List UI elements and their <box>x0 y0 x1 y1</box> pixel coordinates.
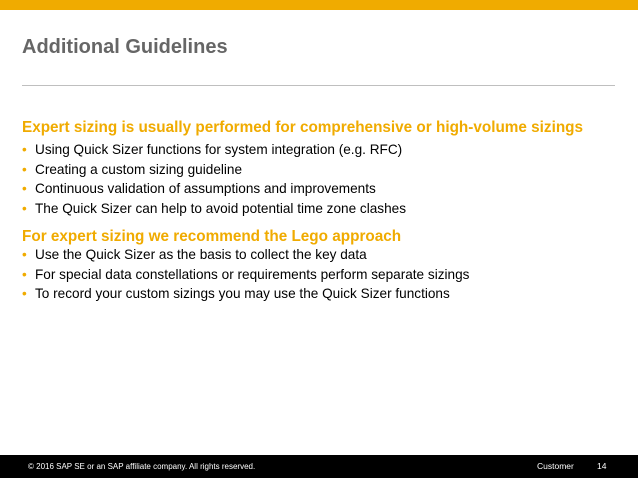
bullet-icon: • <box>22 161 27 177</box>
bullet-icon: • <box>22 142 27 157</box>
title-divider <box>22 85 615 86</box>
list-item-text: Creating a custom sizing guideline <box>35 161 243 177</box>
list-item <box>22 284 469 304</box>
bullet-icon: • <box>22 266 27 282</box>
bullet-icon: • <box>22 286 27 301</box>
list-item <box>22 265 469 285</box>
list-item <box>22 140 406 160</box>
list-item <box>22 245 469 265</box>
footer-bar <box>0 455 638 478</box>
list-item <box>22 199 406 219</box>
list-item <box>22 160 406 180</box>
list-item-text: Using Quick Sizer functions for system integration (e.g. RFC) <box>35 142 403 157</box>
list-item-text: Use the Quick Sizer as the basis to collect the key data <box>35 247 367 262</box>
section-heading-lego-approach: For expert sizing we recommend the Lego approach <box>22 228 402 245</box>
list-item-text: Continuous validation of assumptions and improvements <box>35 181 376 196</box>
top-accent-bar <box>0 0 638 10</box>
list-item-text: To record your custom sizings you may use the Quick Sizer functions <box>35 286 450 301</box>
page-number: 14 <box>597 461 607 471</box>
classification-label: Customer <box>537 461 574 471</box>
bullet-list-lego-approach <box>22 245 469 304</box>
bullet-icon: • <box>22 247 27 262</box>
list-item-text: The Quick Sizer can help to avoid potential time zone clashes <box>35 200 407 216</box>
bullet-icon: • <box>22 181 27 196</box>
list-item-text: For special data constellations or requirements perform separate sizings <box>35 266 470 282</box>
bullet-icon: • <box>22 200 27 216</box>
bullet-list-expert-sizing <box>22 140 406 218</box>
section-heading-expert-sizing: Expert sizing is usually performed for comprehensive or high-volume sizings <box>22 119 584 136</box>
slide-title: Additional Guidelines <box>22 36 228 58</box>
list-item <box>22 179 406 199</box>
copyright-text: © 2016 SAP SE or an SAP affiliate company. All rights reserved. <box>28 462 256 471</box>
